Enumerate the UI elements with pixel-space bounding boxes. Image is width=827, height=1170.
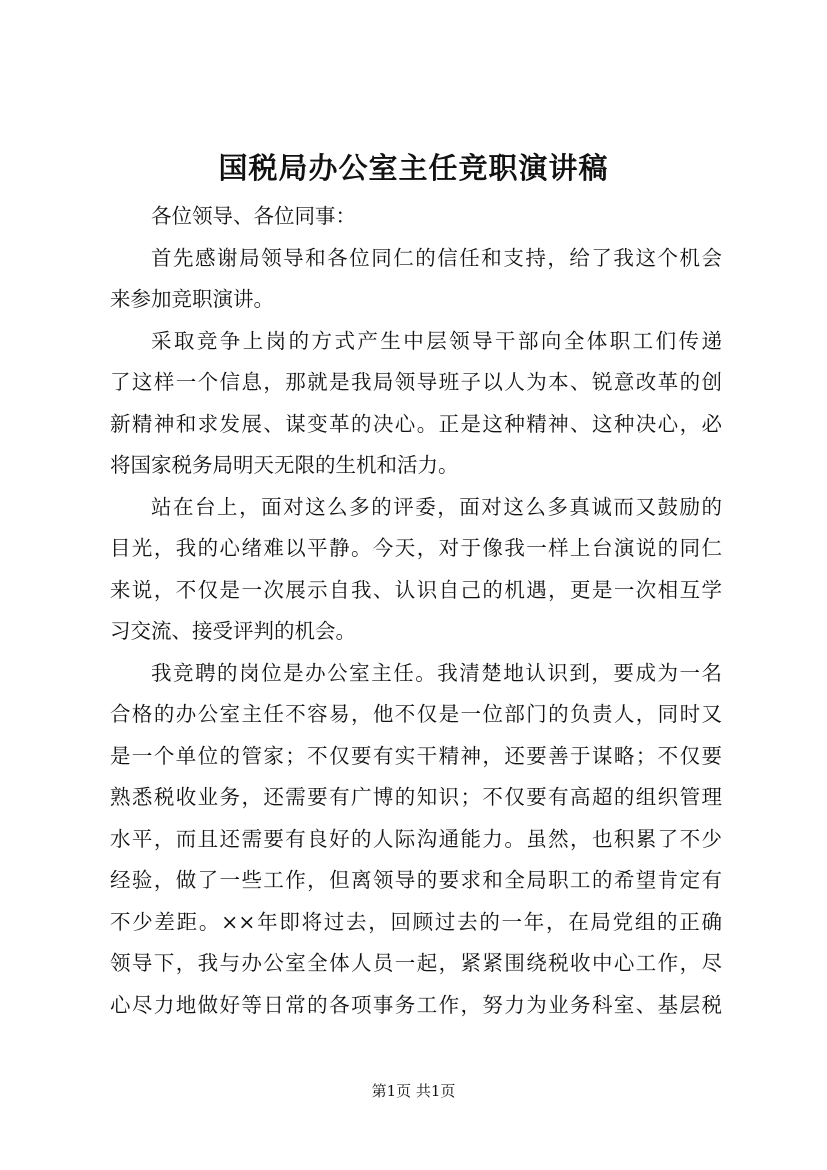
paragraph-line: 来参加竞职演讲。 <box>110 287 274 311</box>
paragraph-line: 是一个单位的管家；不仅要有实干精神，还要善于谋略；不仅要 <box>110 743 722 768</box>
salutation-line: 各位领导、各位同事： <box>151 204 356 228</box>
paragraph-line: 领导下，我与办公室全体人员一起，紧紧围绕税收中心工作，尽 <box>110 951 722 975</box>
paragraph-line: 了这样一个信息，那就是我局领导班子以人为本、锐意改革的创 <box>110 370 722 394</box>
page-footer: 第1页 共1页 <box>371 1082 456 1100</box>
paragraph-line: 采取竞争上岗的方式产生中层领导干部向全体职工们传递 <box>151 328 722 353</box>
paragraph-line: 习交流、接受评判的机会。 <box>110 619 356 643</box>
paragraph-line: 经验，做了一些工作，但离领导的要求和全局职工的希望肯定有 <box>110 868 722 892</box>
paragraph-line: 首先感谢局领导和各位同仁的信任和支持，给了我这个机会 <box>151 245 722 270</box>
paragraph-line: 水平，而且还需要有良好的人际沟通能力。虽然，也积累了不少 <box>110 826 722 851</box>
paragraph-line: 将国家税务局明天无限的生机和活力。 <box>110 453 459 477</box>
paragraph-line: 站在台上，面对这么多的评委，面对这么多真诚而又鼓励的 <box>151 494 722 519</box>
paragraph-line: 来说，不仅是一次展示自我、认识自己的机遇，更是一次相互学 <box>110 577 722 602</box>
paragraph-line: 心尽力地做好等日常的各项事务工作，努力为业务科室、基层税 <box>110 992 722 1017</box>
document-body <box>110 196 722 1026</box>
paragraph-line: 我竞聘的岗位是办公室主任。我清楚地认识到，要成为一名 <box>151 660 722 685</box>
document-title: 国税局办公室主任竞职演讲稿 <box>218 151 609 185</box>
paragraph-line: 熟悉税收业务，还需要有广博的知识；不仅要有高超的组织管理 <box>110 785 722 809</box>
paragraph-line: 新精神和求发展、谋变革的决心。正是这种精神、这种决心，必 <box>110 411 722 436</box>
paragraph-line: 目光，我的心绪难以平静。今天，对于像我一样上台演说的同仁 <box>110 536 722 560</box>
paragraph-line: 不少差距。××年即将过去，回顾过去的一年，在局党组的正确 <box>110 909 722 934</box>
paragraph-line: 合格的办公室主任不容易，他不仅是一位部门的负责人，同时又 <box>110 702 722 726</box>
